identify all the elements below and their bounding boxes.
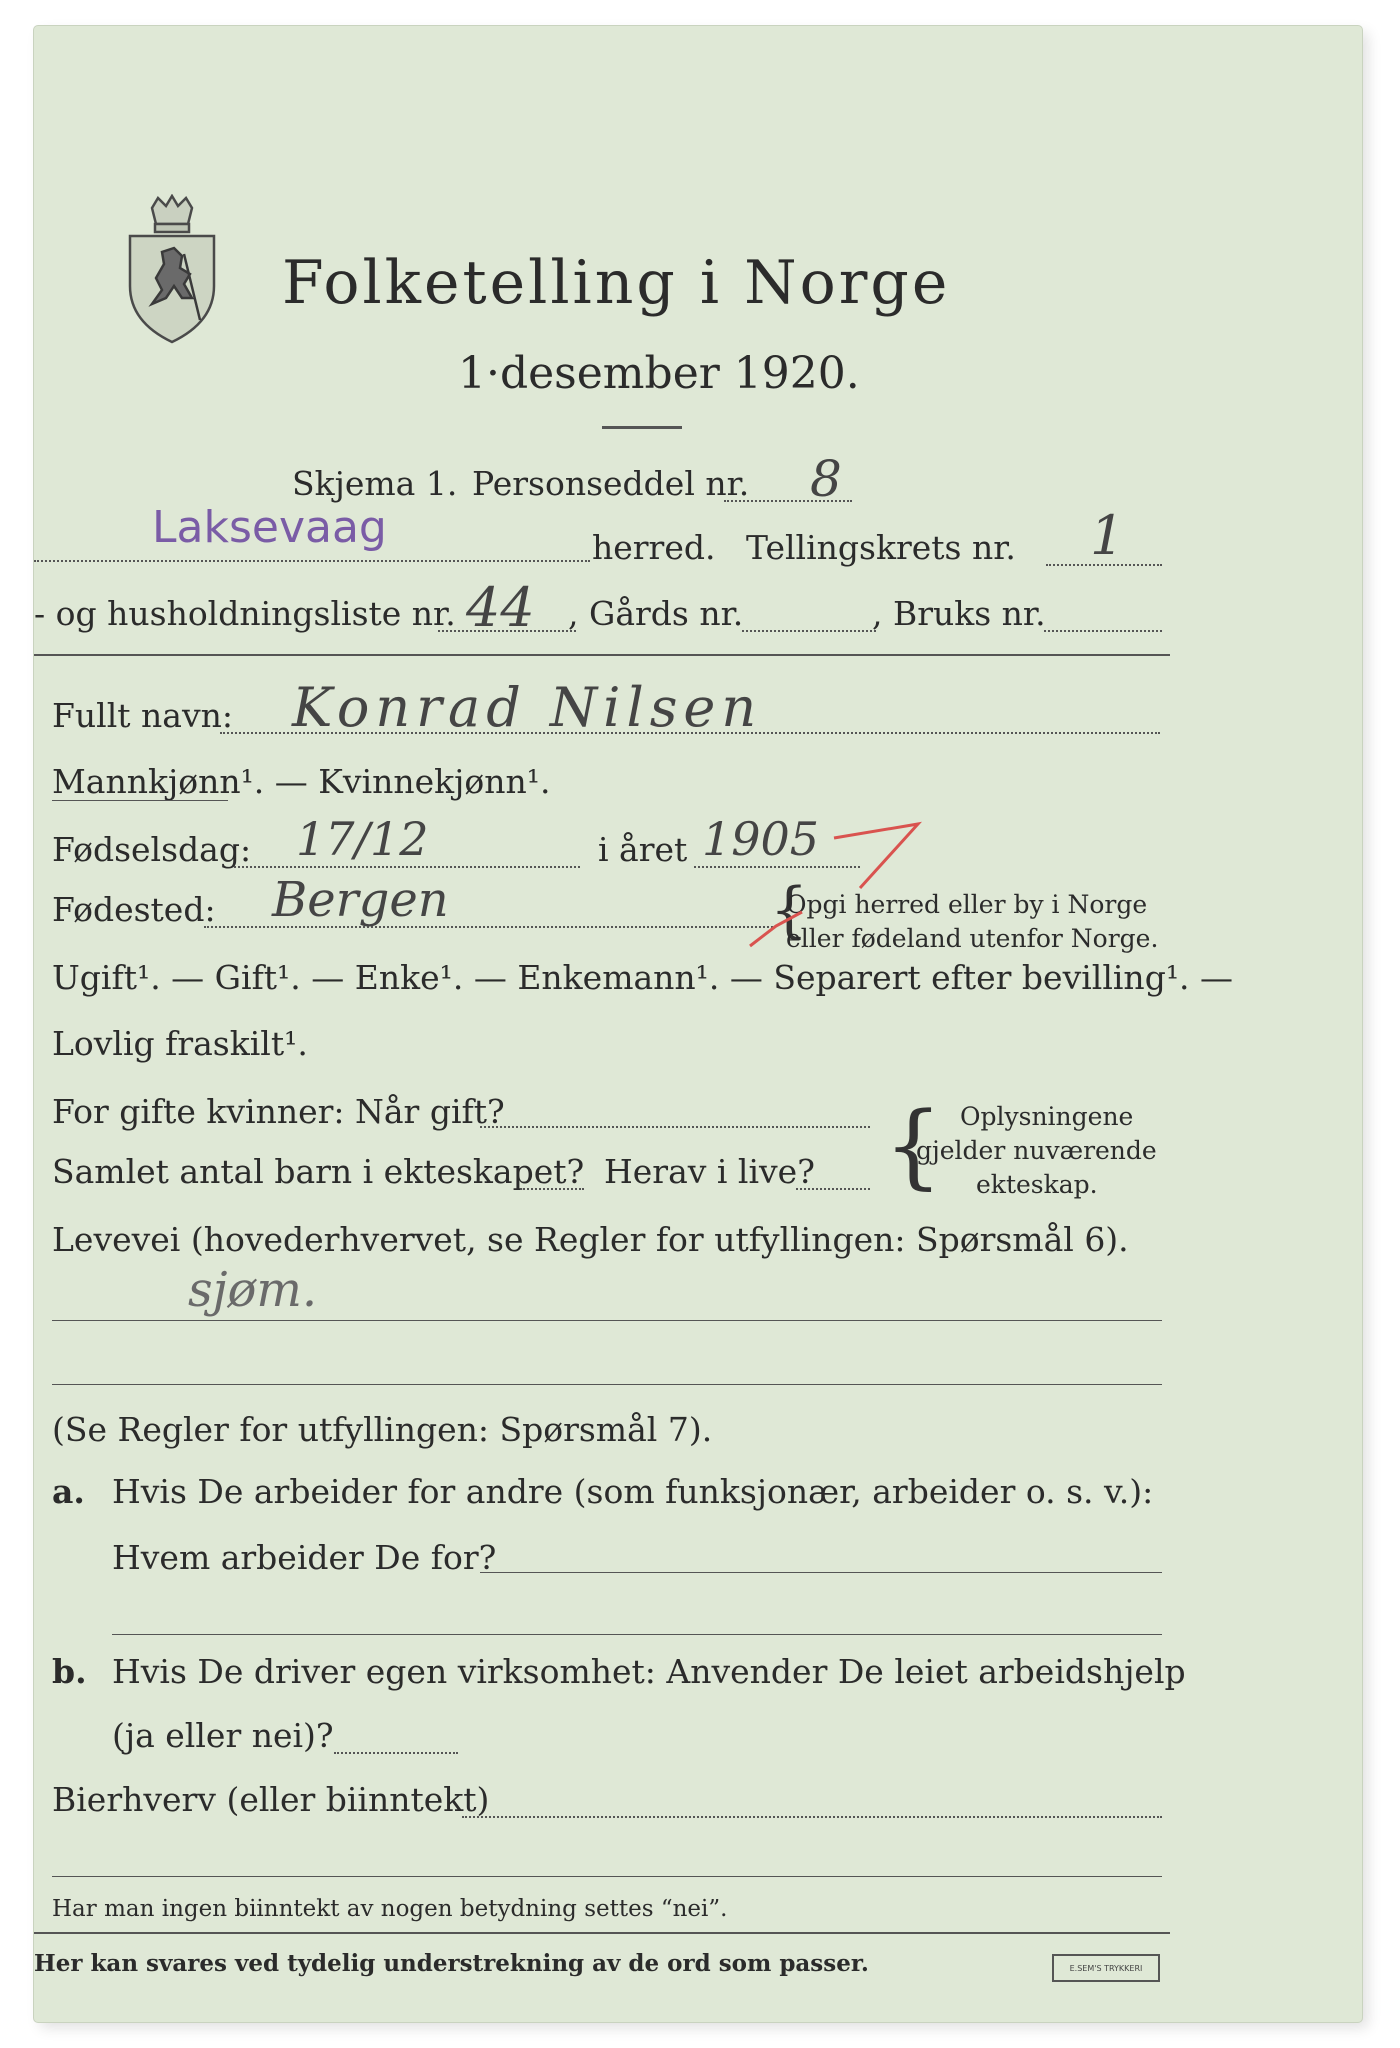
tellingskrets-value: 1 (1090, 504, 1125, 567)
personseddel-label: Personseddel nr. (472, 464, 750, 503)
footer-note-2: Her kan svares ved tydelig understrekning av de ord som passer. (34, 1950, 869, 1977)
title-divider (602, 426, 682, 429)
red-pencil-marks (674, 816, 964, 956)
census-date: 1·desember 1920. (458, 348, 860, 399)
footer-rule (34, 1932, 1170, 1934)
a-answer-line-2 (112, 1634, 1162, 1635)
gards-line (742, 630, 876, 632)
census-form (34, 26, 1362, 2022)
barn-line (520, 1188, 584, 1190)
b-letter: b. (52, 1652, 87, 1691)
herred-line (34, 560, 590, 562)
levevei-line-2 (52, 1384, 1162, 1385)
fodselsdag-line (234, 866, 580, 868)
bruks-label: , Bruks nr. (872, 594, 1046, 633)
herred-label: herred. (592, 528, 716, 567)
bierhverv-label: Bierhverv (eller biinntekt) (52, 1780, 490, 1819)
sivilstand-options: Ugift¹. — Gift¹. — Enke¹. — Enkemann¹. — Separert efter bevilling¹. — (52, 958, 1234, 997)
aaret-value: 1905 (702, 812, 820, 866)
sivilstand-options-2: Lovlig fraskilt¹. (52, 1024, 308, 1063)
marriage-note-3: ekteskap. (976, 1170, 1098, 1199)
norway-coat-of-arms-icon (122, 194, 222, 346)
header-rule (34, 654, 1170, 656)
printer-mark (1052, 1954, 1160, 1982)
personseddel-value: 8 (810, 450, 842, 508)
tellingskrets-label: Tellingskrets nr. (746, 528, 1016, 567)
b-question: (ja eller nei)? (112, 1716, 334, 1755)
fodselsdag-value: 17/12 (296, 812, 429, 866)
fodested-label: Fødested: (52, 890, 216, 929)
fodested-note-1: Opgi herred eller by i Norge (786, 890, 1148, 919)
naar-gift-line (480, 1126, 870, 1128)
mannkjonn-underline (52, 800, 228, 801)
a-text: Hvis De arbeider for andre (som funksjonær, arbeider o. s. v.): (112, 1472, 1154, 1511)
printer-mark-text: E.SEM'S TRYKKERI (1069, 1963, 1143, 1973)
barn-label: Samlet antal barn i ekteskapet? (52, 1152, 585, 1191)
fodested-note-2: eller fødeland utenfor Norge. (786, 924, 1159, 953)
fullt-navn-label: Fullt navn: (52, 696, 233, 735)
form-title: Folketelling i Norge (282, 248, 951, 318)
bierhverv-line (462, 1816, 1162, 1818)
i-live-line (796, 1188, 870, 1190)
regler7-label: (Se Regler for utfyllingen: Spørsmål 7). (52, 1410, 713, 1449)
a-answer-line (480, 1572, 1162, 1573)
kjonn-options: Mannkjønn¹. — Kvinnekjønn¹. (52, 762, 551, 801)
fodested-value: Bergen (272, 872, 449, 928)
levevei-value: sjøm. (188, 1262, 318, 1318)
husholdning-label: - og husholdningsliste nr. (34, 594, 456, 633)
a-question: Hvem arbeider De for? (112, 1538, 497, 1577)
fodselsdag-label: Fødselsdag: (52, 830, 252, 869)
levevei-line-1 (52, 1320, 1162, 1321)
aaret-label: i året (598, 830, 688, 869)
husholdning-value: 44 (466, 576, 535, 639)
b-answer-line (334, 1752, 458, 1754)
b-text: Hvis De driver egen virksomhet: Anvender De leiet arbeidshjelp (112, 1652, 1186, 1691)
marriage-note-1: Oplysningene (960, 1102, 1134, 1131)
municipality-stamp: Laksevaag (152, 502, 387, 553)
fodested-brace: { (770, 875, 809, 945)
bruks-line (1044, 630, 1162, 632)
levevei-label: Levevei (hovederhvervet, se Regler for utfyllingen: Spørsmål 6). (52, 1220, 1129, 1259)
i-live-label: Herav i live? (604, 1152, 815, 1191)
marriage-brace: { (884, 1092, 943, 1199)
footer-note-1: Har man ingen biinntekt av nogen betydning settes “nei”. (52, 1896, 728, 1922)
gards-label: , Gårds nr. (568, 594, 744, 633)
a-letter: a. (52, 1472, 85, 1511)
bierhverv-line-2 (52, 1876, 1162, 1877)
fullt-navn-value: Konrad Nilsen (292, 676, 763, 739)
skjema-label: Skjema 1. (292, 464, 458, 503)
marriage-note-2: gjelder nuværende (916, 1136, 1157, 1165)
naar-gift-label: For gifte kvinner: Når gift? (52, 1092, 505, 1131)
